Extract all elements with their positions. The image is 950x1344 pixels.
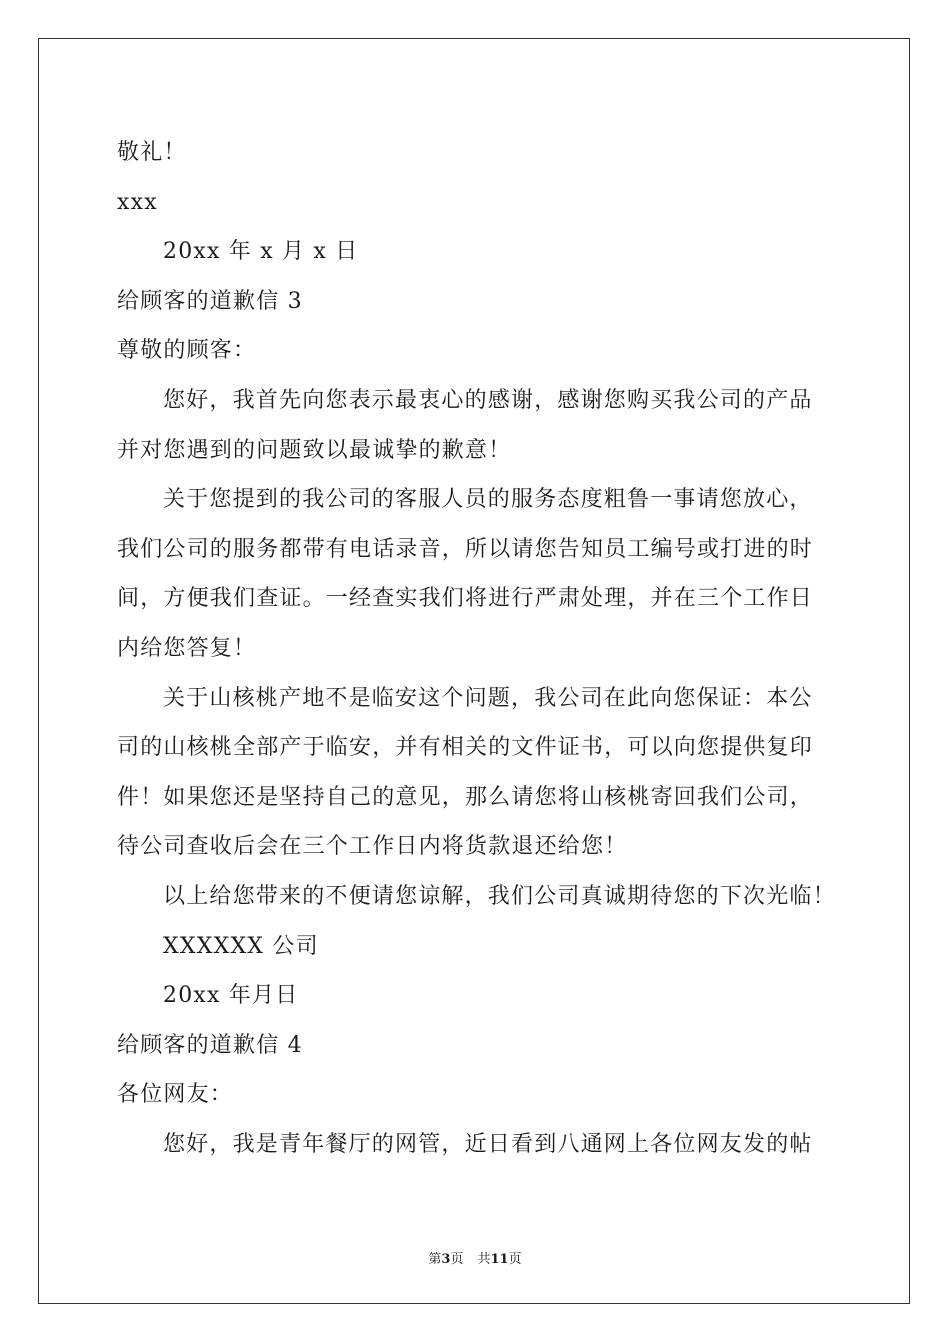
text-line: 您好，我首先向您表示最衷心的感谢，感谢您购买我公司的产品 (163, 387, 813, 413)
date-line: 20xx 年月日 (163, 983, 299, 1009)
salutation: 尊敬的顾客： (117, 338, 257, 364)
page-prefix: 第 (428, 1252, 442, 1267)
total-suffix: 页 (508, 1252, 522, 1267)
text-line: 关于您提到的我公司的客服人员的服务态度粗鲁一事请您放心， (163, 487, 813, 513)
text-line: xxx (117, 189, 158, 215)
page-suffix: 页 (450, 1252, 464, 1267)
text-line: 内给您答复！ (117, 635, 257, 661)
text-line: 件！如果您还是坚持自己的意见，那么请您将山核桃寄回我们公司， (117, 784, 814, 810)
text-line: 并对您遇到的问题致以最诚挚的歉意！ (117, 437, 512, 463)
text-line: 待公司查收后会在三个工作日内将货款退还给您！ (117, 834, 628, 860)
text-line: 您好，我是青年餐厅的网管，近日看到八通网上各位网友发的帖 (163, 1131, 813, 1157)
text-line: 间，方便我们查证。一经查实我们将进行严肃处理，并在三个工作日 (117, 586, 814, 612)
salutation: 各位网友： (117, 1082, 234, 1108)
letter-heading: 给顾客的道歉信 4 (117, 1032, 303, 1058)
total-prefix: 共 (477, 1252, 491, 1267)
document-body (117, 128, 837, 1169)
page-number: 3 (441, 1252, 451, 1267)
text-line: 敬礼！ (117, 140, 187, 165)
text-line: 司的山核桃全部产于临安，并有相关的文件证书，可以向您提供复印 (117, 735, 814, 761)
signature-company: XXXXXX 公司 (163, 933, 319, 959)
date-line: 20xx 年 x 月 x 日 (163, 239, 359, 265)
text-line: 以上给您带来的不便请您谅解，我们公司真诚期待您的下次光临！ (163, 883, 836, 909)
text-line: 关于山核桃产地不是临安这个问题，我公司在此向您保证：本公 (163, 685, 813, 711)
total-pages: 11 (490, 1252, 509, 1267)
letter-heading: 给顾客的道歉信 3 (117, 288, 303, 314)
page-footer (0, 1248, 950, 1267)
text-line: 我们公司的服务都带有电话录音，所以请您告知员工编号或打进的时 (117, 536, 814, 562)
